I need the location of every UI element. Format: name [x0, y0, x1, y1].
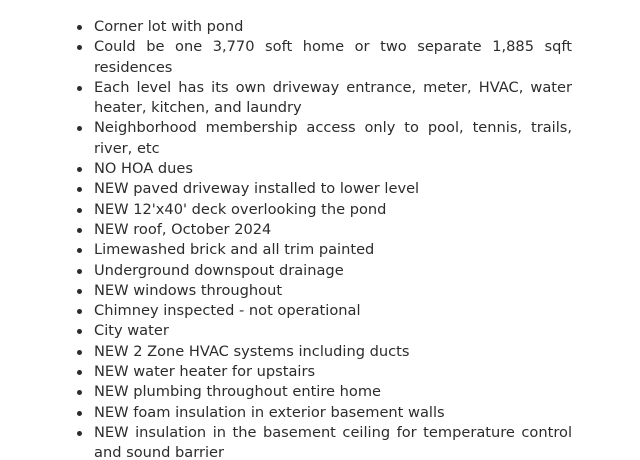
feature-item: City water — [74, 321, 572, 341]
feature-item: NEW paved driveway installed to lower level — [74, 179, 572, 199]
feature-item: NEW foam insulation in exterior basement walls — [74, 403, 572, 423]
feature-item: Underground downspout drainage — [74, 261, 572, 281]
feature-item: Could be one 3,770 soft home or two separate 1,885 sqft residences — [74, 37, 572, 78]
feature-item: NEW 12'x40' deck overlooking the pond — [74, 200, 572, 220]
feature-item: NEW insulation in the basement ceiling for temperature control and sound barrier — [74, 423, 572, 460]
feature-item: Chimney inspected - not operational — [74, 301, 572, 321]
feature-item: Each level has its own driveway entrance, meter, HVAC, water heater, kitchen, and laundry — [74, 78, 572, 119]
feature-list — [74, 17, 572, 460]
feature-item: NEW roof, October 2024 — [74, 220, 572, 240]
feature-item: NEW 2 Zone HVAC systems including ducts — [74, 342, 572, 362]
feature-item: NEW water heater for upstairs — [74, 362, 572, 382]
feature-item: Neighborhood membership access only to pool, tennis, trails, river, etc — [74, 118, 572, 159]
feature-item: NEW windows throughout — [74, 281, 572, 301]
feature-item: Limewashed brick and all trim painted — [74, 240, 572, 260]
feature-item: NEW plumbing throughout entire home — [74, 382, 572, 402]
feature-item: NO HOA dues — [74, 159, 572, 179]
feature-item: Corner lot with pond — [74, 17, 572, 37]
